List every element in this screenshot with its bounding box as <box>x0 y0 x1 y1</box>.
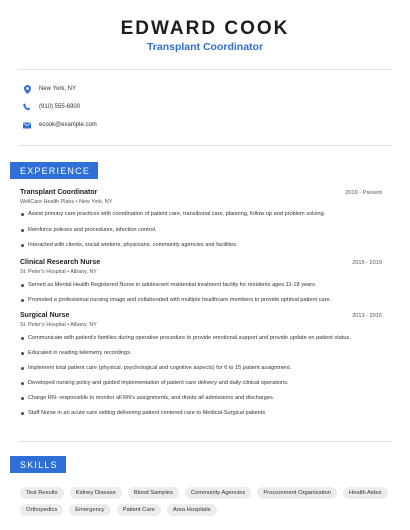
header-divider <box>18 69 392 70</box>
job-company: St. Peter's Hospital • Albany, NY <box>20 269 97 275</box>
list-item: Served as Mental Health Registered Nurse in adolescent residential treatment facility for residents ages 11-18 years. <box>20 282 382 288</box>
list-item: Assist primary care practices with coordination of patient care, transitional care, planning, follow up and problem solving. <box>20 211 382 217</box>
skills-list <box>20 487 390 521</box>
skill-chip: Emergency <box>69 504 110 516</box>
skill-chip: Kidney Disease <box>70 487 122 499</box>
skill-chip: Area Hospitals <box>167 504 217 516</box>
skills-row <box>20 487 390 499</box>
location-text: New York, NY <box>39 86 77 92</box>
skill-chip: Blood Samples <box>128 487 179 499</box>
phone-text: (910) 555-6900 <box>39 104 81 110</box>
experience-heading: EXPERIENCE <box>10 162 98 179</box>
list-item: Communicate with patient's families during operative procedure to provide emotional support and provide update on patient status. <box>20 335 382 341</box>
list-item: Educated in reading telemetry recordings. <box>20 350 382 356</box>
resume-header <box>0 0 410 53</box>
skills-row <box>20 504 390 516</box>
job-title: Transplant Coordinator <box>20 189 98 196</box>
job-entry <box>20 189 382 248</box>
contact-email <box>22 119 97 131</box>
job-company: St. Peter's Hospital • Albany, NY <box>20 322 97 328</box>
skill-chip: Procurement Organization <box>257 487 337 499</box>
contact-divider <box>18 145 392 146</box>
skill-chip: Patient Care <box>117 504 161 516</box>
job-date: 2019 - Present <box>345 190 382 196</box>
contact-location <box>22 83 76 95</box>
email-text[interactable]: ecook@example.com <box>39 122 97 128</box>
skill-chip: Community Agencies <box>185 487 251 499</box>
skill-chip: Health Aides <box>343 487 388 499</box>
job-date: 2013 - 2015 <box>352 313 382 319</box>
list-item: Charge RN- responsible to monitor all RN's assignments, and divide all admissions and discharges. <box>20 395 382 401</box>
phone-icon <box>22 102 32 112</box>
job-title: Surgical Nurse <box>20 312 70 319</box>
job-company: WellCare Health Plans • New York, NY <box>20 199 113 205</box>
job-entry <box>20 312 382 416</box>
location-pin-icon <box>22 84 32 94</box>
contact-phone <box>22 101 80 113</box>
list-item: Interacted with clients, social workers, physicians, community agencies and facilities. <box>20 242 382 248</box>
skill-chip: Orthopedics <box>20 504 63 516</box>
candidate-title: Transplant Coordinator <box>146 41 264 53</box>
list-item: Reinforce policies and procedures, infection control. <box>20 227 382 233</box>
list-item: Staff Nurse in an acute care setting delivering patient centered care to Medical-Surgical patients <box>20 410 382 416</box>
experience-divider <box>18 441 392 442</box>
email-icon <box>22 120 32 130</box>
list-item: Implement total patient care (physical, psychological and cognitive aspects) for 6 to 15 patient assignment. <box>20 365 382 371</box>
job-bullets <box>20 335 382 416</box>
job-bullets <box>20 211 382 248</box>
list-item: Developed nursing policy and guided implementation of patient care delivery and daily clinical operations. <box>20 380 382 386</box>
candidate-name: EDWARD COOK <box>120 18 290 39</box>
job-date: 2015 - 2019 <box>352 260 382 266</box>
job-title: Clinical Research Nurse <box>20 259 101 266</box>
skill-chip: Test Results <box>20 487 64 499</box>
job-entry <box>20 259 382 303</box>
job-bullets <box>20 282 382 303</box>
skills-heading: SKILLS <box>10 456 66 473</box>
list-item: Promoted a professional nursing image and collaborated with multiple healthcare members to provide optimal patient care. <box>20 297 382 303</box>
